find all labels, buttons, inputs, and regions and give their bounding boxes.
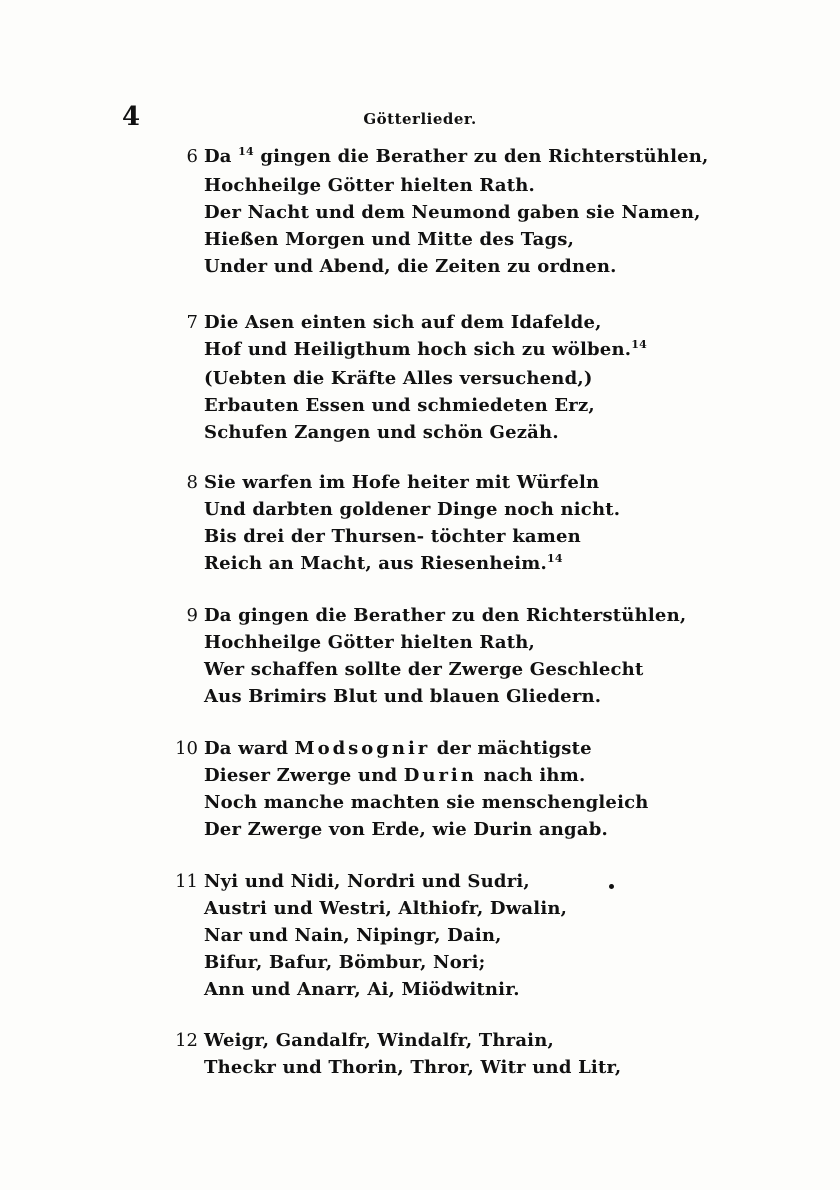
footnote-marker: 14	[238, 145, 254, 158]
verse-line	[204, 550, 620, 579]
stanza	[170, 868, 567, 1003]
stanza	[170, 735, 649, 843]
verse-line	[204, 1054, 621, 1081]
verse-line	[204, 336, 647, 365]
verse-text: Aus Brimirs Blut und blauen Gliedern.	[204, 686, 602, 707]
verse-line	[204, 172, 709, 199]
stanza-number: 10	[175, 738, 198, 759]
verse-line	[204, 949, 567, 976]
verse-line	[204, 683, 686, 710]
stanza-number: 6	[186, 146, 198, 167]
spaced-name: Modsognir	[294, 738, 431, 759]
footnote-marker: 14	[547, 552, 563, 565]
verse-text: Da ward	[204, 738, 295, 759]
verse-line	[204, 735, 649, 762]
print-speck	[609, 884, 614, 889]
verse-line	[204, 365, 647, 392]
stanza	[170, 602, 686, 710]
verse-line	[204, 253, 709, 280]
footnote-marker: 14	[631, 338, 647, 351]
stanza	[170, 309, 647, 446]
verse-text: Reich an Macht, aus Riesenheim.	[204, 553, 548, 574]
running-title: Götterlieder.	[363, 110, 477, 128]
verse-text: Erbauten Essen und schmiedeten Erz,	[204, 395, 595, 416]
verse-line	[204, 523, 620, 550]
verse-line	[204, 629, 686, 656]
verse-text: Under und Abend, die Zeiten zu ordnen.	[204, 256, 617, 277]
verse-line	[204, 392, 647, 419]
verse-text: Bifur, Bafur, Bömbur, Nori;	[204, 952, 486, 973]
verse-line	[204, 976, 567, 1003]
stanza-number: 8	[186, 472, 198, 493]
stanza-number: 11	[175, 871, 198, 892]
verse-text: Hochheilge Götter hielten Rath.	[204, 175, 536, 196]
verse-text: (Uebten die Kräfte Alles versuchend,)	[204, 368, 593, 389]
verse-text: Hießen Morgen und Mitte des Tags,	[204, 229, 575, 250]
verse-text: Weigr, Gandalfr, Windalfr, Thrain,	[204, 1030, 554, 1051]
verse-text: Der Zwerge von Erde, wie Durin angab.	[204, 819, 608, 840]
stanza	[170, 469, 620, 579]
verse-text: Wer schaffen sollte der Zwerge Geschlecht	[204, 659, 644, 680]
verse-text: Da gingen die Berather zu den Richterstühlen,	[204, 605, 687, 626]
verse-line	[204, 789, 649, 816]
verse-text: Hof und Heiligthum hoch sich zu wölben.	[204, 339, 632, 360]
stanza-number: 9	[186, 605, 198, 626]
verse-line	[204, 419, 647, 446]
verse-text: Sie warfen im Hofe heiter mit Würfeln	[204, 472, 600, 493]
verse-text: gingen die Berather zu den Richterstühlen,	[253, 146, 709, 167]
verse-text: Da	[204, 146, 239, 167]
stanza-number: 12	[175, 1030, 198, 1051]
verse-text: Die Asen einten sich auf dem Idafelde,	[204, 312, 602, 333]
verse-text: Schufen Zangen und schön Gezäh.	[204, 422, 559, 443]
verse-text: Bis drei der Thursen- töchter kamen	[204, 526, 581, 547]
verse-line	[204, 816, 649, 843]
verse-line	[204, 309, 647, 336]
verse-line	[204, 1027, 621, 1054]
verse-line	[204, 602, 686, 629]
stanza	[170, 1027, 621, 1081]
verse-line	[204, 199, 709, 226]
verse-text: Noch manche machten sie menschengleich	[204, 792, 649, 813]
page-number: 4	[122, 102, 141, 132]
verse-text: Nar und Nain, Nipingr, Dain,	[204, 925, 502, 946]
verse-line	[204, 143, 709, 172]
verse-line	[204, 762, 649, 789]
verse-line	[204, 895, 567, 922]
verse-text: nach ihm.	[476, 765, 586, 786]
verse-text: Austri und Westri, Althiofr, Dwalin,	[204, 898, 568, 919]
verse-line	[204, 226, 709, 253]
spaced-name: Durin	[403, 765, 477, 786]
verse-text: der mächtigste	[430, 738, 592, 759]
verse-text: Nyi und Nidi, Nordri und Sudri,	[204, 871, 530, 892]
verse-line	[204, 922, 567, 949]
stanza	[170, 143, 709, 280]
verse-text: Theckr und Thorin, Thror, Witr und Litr,	[204, 1057, 622, 1078]
verse-line	[204, 469, 620, 496]
stanza-number: 7	[186, 312, 198, 333]
verse-text: Und darbten goldener Dinge noch nicht.	[204, 499, 621, 520]
verse-line	[204, 496, 620, 523]
verse-text: Hochheilge Götter hielten Rath,	[204, 632, 536, 653]
verse-line	[204, 868, 567, 895]
verse-line	[204, 656, 686, 683]
verse-text: Ann und Anarr, Ai, Miödwitnir.	[204, 979, 520, 1000]
verse-text: Dieser Zwerge und	[204, 765, 404, 786]
verse-text: Der Nacht und dem Neumond gaben sie Namen,	[204, 202, 701, 223]
